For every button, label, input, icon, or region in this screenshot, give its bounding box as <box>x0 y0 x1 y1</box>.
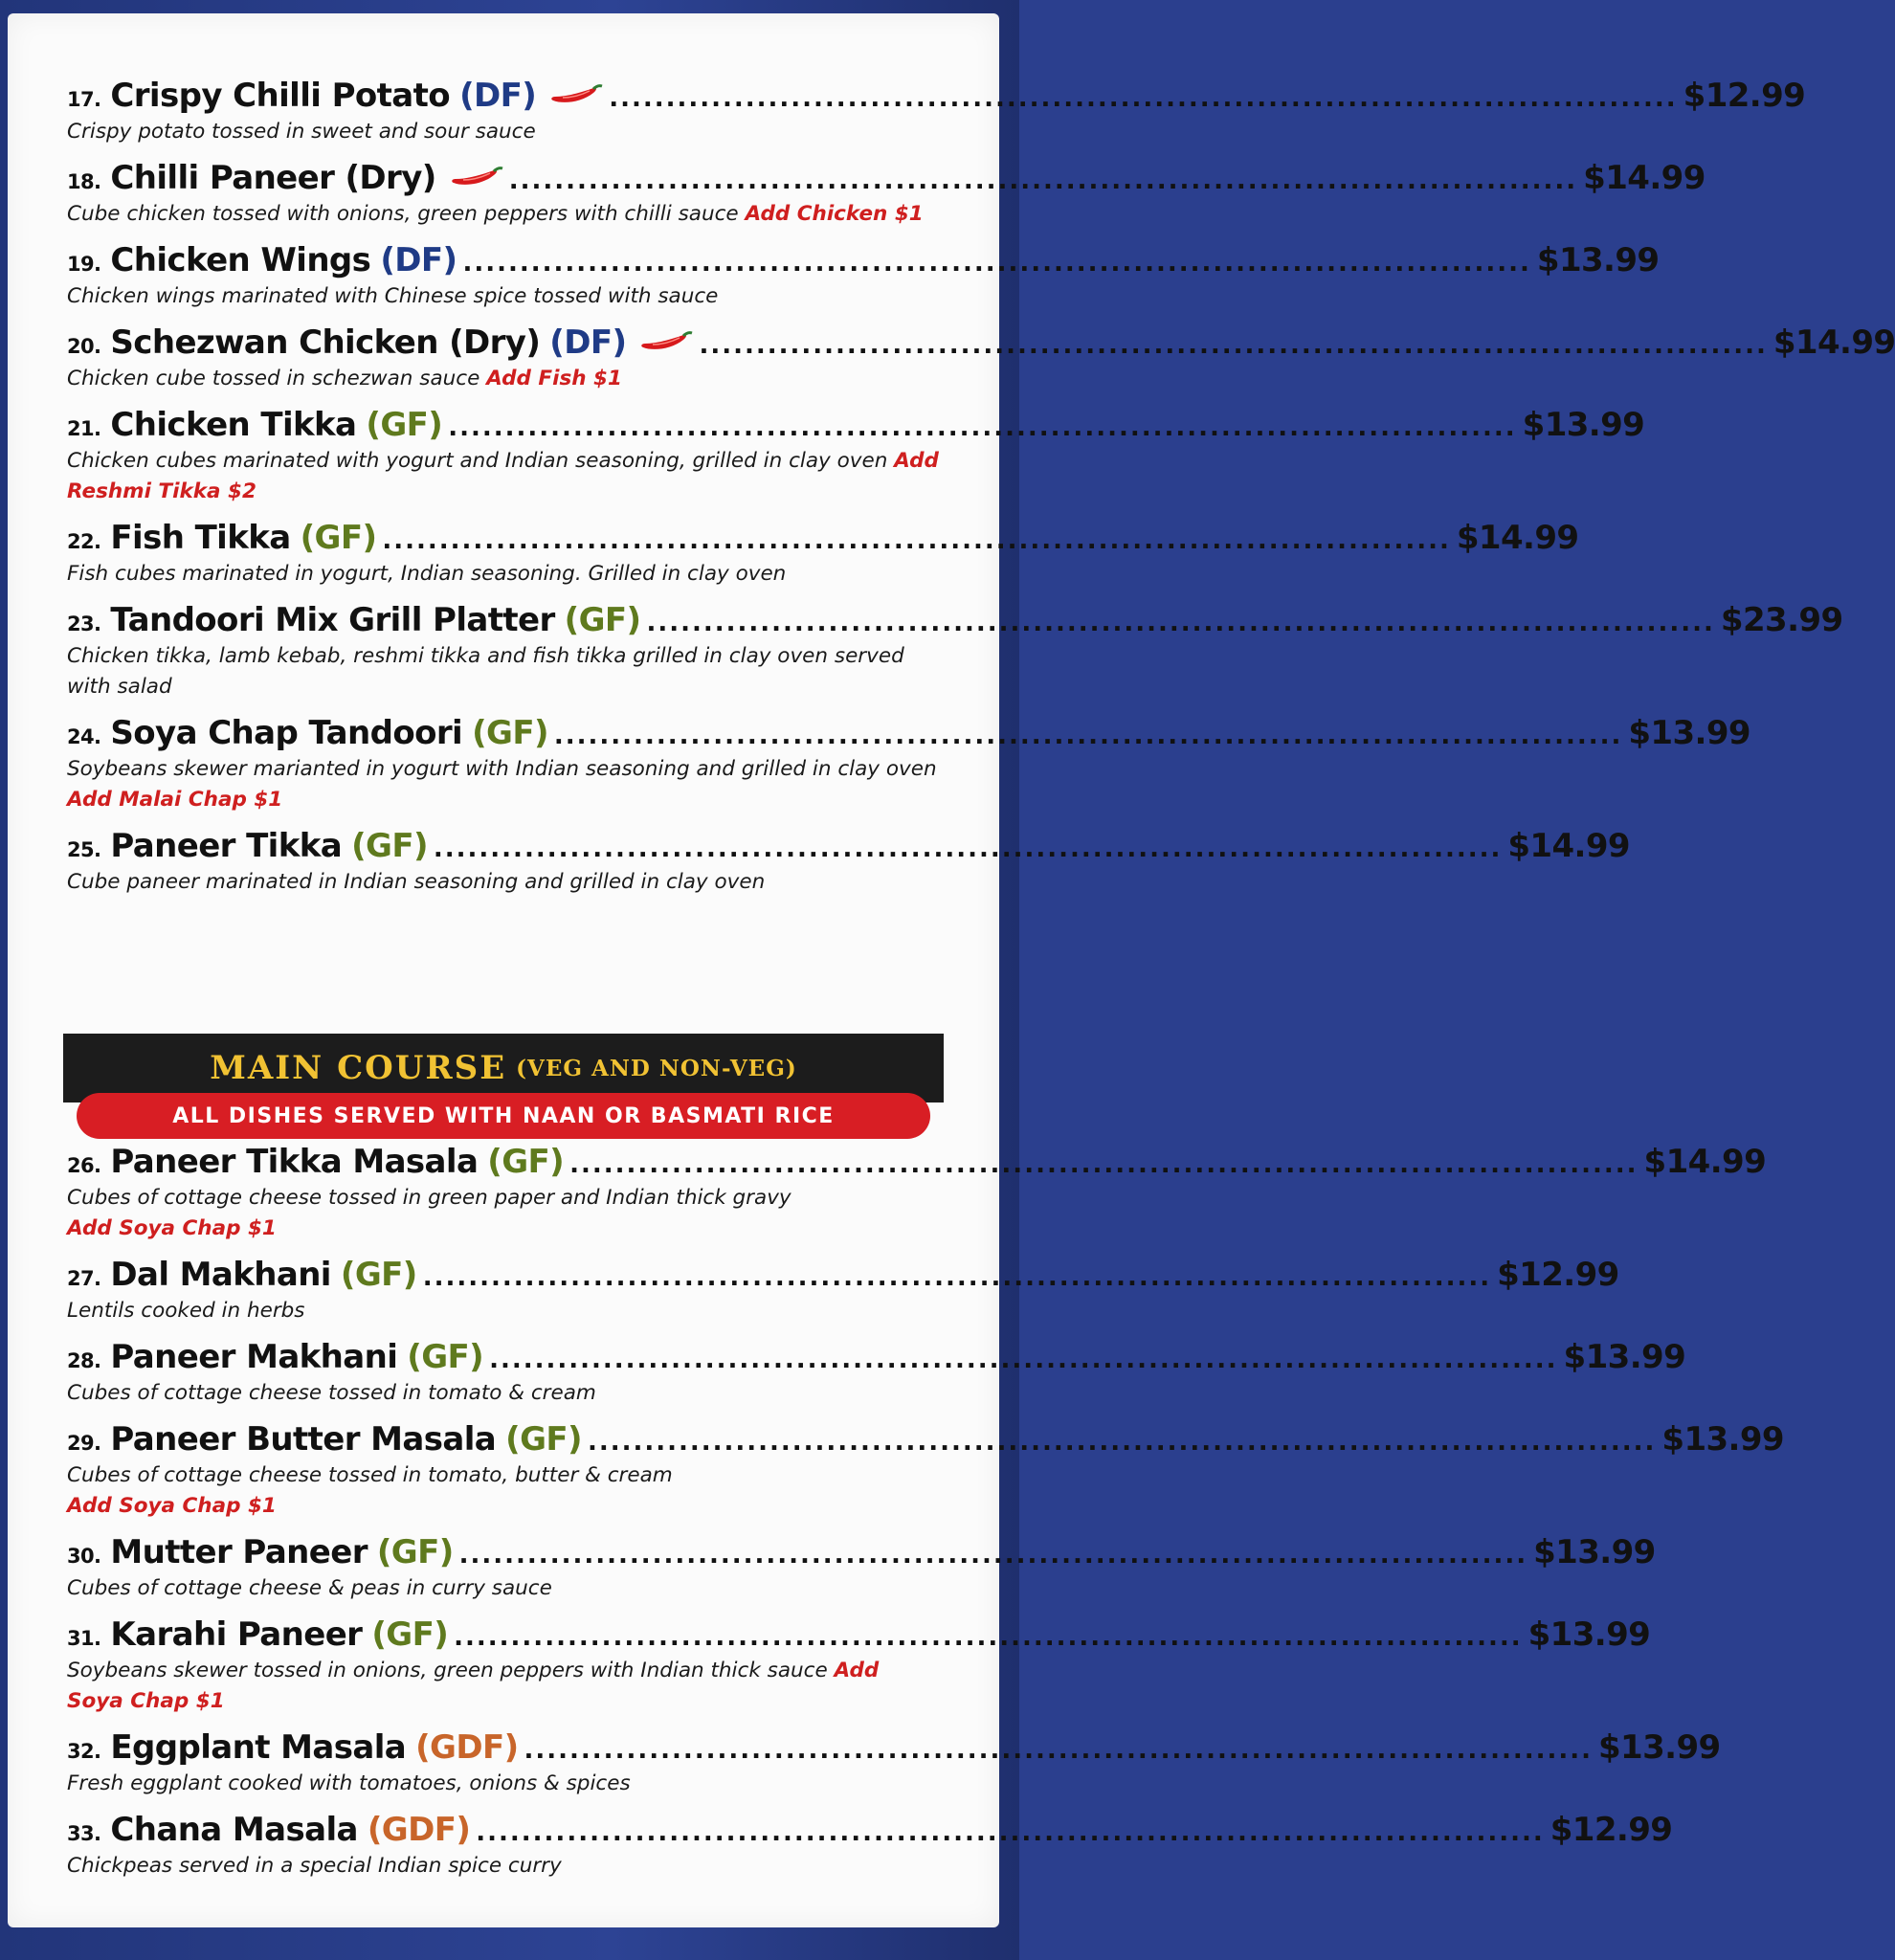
addon-option: Add Soya Chap $1 <box>67 1494 277 1518</box>
diet-tag: (GDF) <box>367 1811 471 1849</box>
menu-item <box>67 714 1750 815</box>
item-number: 33. <box>67 1822 101 1845</box>
menu-item-header <box>67 1533 1656 1571</box>
menu-item-header <box>67 241 1660 279</box>
item-number: 23. <box>67 612 101 635</box>
description-text: Chicken cubes marinated with yogurt and Indian seasoning, grilled in clay oven <box>67 449 888 473</box>
item-description <box>67 117 946 147</box>
item-name: Soya Chap Tandoori <box>110 714 463 752</box>
menu-item <box>67 1615 1651 1717</box>
dot-leader: .............................................................................................. <box>699 331 1768 360</box>
item-name: Mutter Paneer <box>110 1533 368 1571</box>
item-price: $14.99 <box>1772 323 1895 362</box>
menu-item-header <box>67 1811 1673 1849</box>
item-price: $14.99 <box>1507 827 1630 865</box>
item-price: $12.99 <box>1683 77 1806 115</box>
dot-leader: .............................................................................................. <box>462 249 1531 278</box>
menu-item-header <box>67 1615 1651 1654</box>
diet-tag: (GF) <box>564 601 641 639</box>
description-text: Soybeans skewer tossed in onions, green peppers with Indian thick sauce <box>67 1659 828 1682</box>
description-text: Chicken wings marinated with Chinese spice tossed with sauce <box>67 284 719 308</box>
dot-leader: .............................................................................................. <box>553 722 1623 750</box>
description-text: Chicken cube tossed in schezwan sauce <box>67 367 480 390</box>
menu-item <box>67 406 1645 507</box>
menu-item-header <box>67 1420 1784 1459</box>
diet-tag: (GF) <box>407 1338 484 1376</box>
dot-leader: .............................................................................................. <box>609 84 1678 113</box>
dot-leader: .............................................................................................. <box>524 1736 1593 1765</box>
item-number: 30. <box>67 1545 101 1568</box>
item-number: 32. <box>67 1740 101 1763</box>
item-name: Chicken Tikka <box>110 406 357 444</box>
section-title: MAIN COURSE <box>210 1049 507 1087</box>
diet-tag: (GF) <box>376 1533 454 1571</box>
menu-item-header <box>67 714 1750 752</box>
item-name: Paneer Makhani <box>110 1338 398 1376</box>
dot-leader: .............................................................................................. <box>489 1346 1558 1374</box>
addon-option: Add Soya Chap $1 <box>67 1659 880 1713</box>
item-name: Chana Masala <box>110 1811 358 1849</box>
item-number: 27. <box>67 1267 101 1290</box>
menu-item-header <box>67 1143 1767 1181</box>
appetizer-list <box>67 77 1895 909</box>
item-description <box>67 559 946 590</box>
item-description <box>67 1296 932 1326</box>
item-price: $23.99 <box>1720 601 1843 639</box>
menu-item-header <box>67 519 1579 557</box>
item-price: $13.99 <box>1628 714 1750 752</box>
addon-option: Add Malai Chap $1 <box>67 788 283 812</box>
dot-leader: .............................................................................................. <box>382 526 1451 555</box>
description-text: Cubes of cottage cheese tossed in tomato, butter & cream <box>67 1463 673 1487</box>
item-number: 24. <box>67 725 101 748</box>
menu-item-header <box>67 1728 1721 1767</box>
item-price: $13.99 <box>1661 1420 1784 1459</box>
item-number: 19. <box>67 253 101 276</box>
chili-pepper-icon <box>639 330 693 353</box>
description-text: Cube chicken tossed with onions, green peppers with chilli sauce <box>67 202 739 226</box>
menu-item <box>67 241 1660 312</box>
dot-leader: .............................................................................................. <box>454 1623 1523 1652</box>
addon-option: Add Reshmi Tikka $2 <box>67 449 939 503</box>
menu-item <box>67 519 1579 590</box>
item-description <box>67 1573 932 1604</box>
addon-option: Add Soya Chap $1 <box>67 1216 277 1240</box>
item-price: $14.99 <box>1643 1143 1767 1181</box>
item-price: $13.99 <box>1563 1338 1686 1376</box>
diet-tag: (GF) <box>505 1420 582 1459</box>
dot-leader: .............................................................................................. <box>422 1263 1492 1292</box>
item-name: Paneer Tikka Masala <box>110 1143 479 1181</box>
item-description <box>67 446 946 507</box>
item-description <box>67 754 946 815</box>
diet-tag: (GF) <box>340 1256 417 1294</box>
dot-leader: .............................................................................................. <box>646 609 1715 637</box>
item-name: Karahi Paneer <box>110 1615 363 1654</box>
item-number: 21. <box>67 417 101 440</box>
diet-tag: (GF) <box>351 827 428 865</box>
diet-tag: (GF) <box>472 714 548 752</box>
item-name: Dal Makhani <box>110 1256 331 1294</box>
menu-item-header <box>67 1338 1686 1376</box>
item-description <box>67 1851 932 1882</box>
item-price: $12.99 <box>1549 1811 1673 1849</box>
item-name: Tandoori Mix Grill Platter <box>110 601 555 639</box>
menu-item <box>67 1420 1784 1522</box>
diet-tag: (GF) <box>371 1615 449 1654</box>
section-note: ALL DISHES SERVED WITH NAAN OR BASMATI RICE <box>77 1093 930 1139</box>
menu-item <box>67 1256 1619 1326</box>
item-number: 18. <box>67 170 101 193</box>
description-text: Chickpeas served in a special Indian spice curry <box>67 1854 562 1878</box>
menu-item <box>67 1533 1656 1604</box>
item-number: 31. <box>67 1627 101 1650</box>
menu-item <box>67 159 1706 230</box>
item-number: 29. <box>67 1432 101 1455</box>
menu-page <box>8 13 1895 1927</box>
item-name: Paneer Tikka <box>110 827 343 865</box>
dot-leader: .............................................................................................. <box>587 1428 1657 1457</box>
item-number: 17. <box>67 88 101 111</box>
menu-item-header <box>67 827 1630 865</box>
item-name: Fish Tikka <box>110 519 291 557</box>
description-text: Fish cubes marinated in yogurt, Indian seasoning. Grilled in clay oven <box>67 562 787 586</box>
item-price: $13.99 <box>1527 1615 1651 1654</box>
diet-tag: (DF) <box>549 323 627 362</box>
item-description <box>67 1183 932 1244</box>
menu-item-header <box>67 406 1645 444</box>
description-text: Cubes of cottage cheese tossed in green paper and Indian thick gravy <box>67 1186 791 1210</box>
item-number: 28. <box>67 1349 101 1372</box>
menu-item <box>67 1728 1721 1799</box>
item-price: $12.99 <box>1497 1256 1619 1294</box>
chili-pepper-icon <box>549 83 603 106</box>
menu-item-header <box>67 601 1843 639</box>
menu-item-header <box>67 159 1706 197</box>
menu-item <box>67 1143 1767 1244</box>
item-number: 20. <box>67 335 101 358</box>
item-name: Paneer Butter Masala <box>110 1420 497 1459</box>
item-number: 22. <box>67 530 101 553</box>
dot-leader: .............................................................................................. <box>476 1818 1545 1847</box>
item-price: $13.99 <box>1536 241 1660 279</box>
item-number: 26. <box>67 1154 101 1177</box>
menu-item <box>67 601 1843 702</box>
addon-option: Add Fish $1 <box>486 367 622 390</box>
item-price: $13.99 <box>1533 1533 1656 1571</box>
item-number: 25. <box>67 838 101 861</box>
addon-option: Add Chicken $1 <box>745 202 924 226</box>
dot-leader: .............................................................................................. <box>433 835 1503 863</box>
item-description <box>67 1460 932 1522</box>
dot-leader: .............................................................................................. <box>508 167 1578 195</box>
menu-item <box>67 1338 1686 1409</box>
description-text: Crispy potato tossed in sweet and sour sauce <box>67 120 536 144</box>
menu-item <box>67 1811 1673 1882</box>
dot-leader: .............................................................................................. <box>569 1150 1639 1179</box>
description-text: Fresh eggplant cooked with tomatoes, onions & spices <box>67 1771 631 1795</box>
item-price: $14.99 <box>1583 159 1706 197</box>
description-text: Cubes of cottage cheese & peas in curry sauce <box>67 1576 552 1600</box>
description-text: Chicken tikka, lamb kebab, reshmi tikka and fish tikka grilled in clay oven served with salad <box>67 644 904 699</box>
diet-tag: (GF) <box>300 519 377 557</box>
item-name: Chilli Paneer (Dry) <box>110 159 436 197</box>
item-price: $13.99 <box>1522 406 1645 444</box>
dot-leader: .............................................................................................. <box>448 413 1517 442</box>
diet-tag: (GF) <box>487 1143 565 1181</box>
description-text: Cube paneer marinated in Indian seasoning and grilled in clay oven <box>67 870 766 894</box>
diet-tag: (GDF) <box>415 1728 519 1767</box>
description-text: Cubes of cottage cheese tossed in tomato & cream <box>67 1381 596 1405</box>
item-price: $13.99 <box>1597 1728 1721 1767</box>
diet-tag: (DF) <box>380 241 457 279</box>
menu-item-header <box>67 77 1806 115</box>
item-name: Schezwan Chicken (Dry) <box>110 323 541 362</box>
menu-item-header <box>67 323 1895 362</box>
item-description <box>67 199 946 230</box>
item-description <box>67 1769 932 1799</box>
item-name: Eggplant Masala <box>110 1728 407 1767</box>
item-description <box>67 641 946 702</box>
main-course-list <box>67 1143 1784 1893</box>
diet-tag: (GF) <box>366 406 443 444</box>
description-text: Lentils cooked in herbs <box>67 1299 305 1323</box>
item-description <box>67 1656 932 1717</box>
description-text: Soybeans skewer marianted in yogurt with Indian seasoning and grilled in clay oven <box>67 757 937 781</box>
menu-item <box>67 827 1630 898</box>
item-description <box>67 867 946 898</box>
chili-pepper-icon <box>450 166 503 189</box>
section-subtitle: (VEG AND NON-VEG) <box>516 1055 797 1081</box>
menu-item-header <box>67 1256 1619 1294</box>
item-description <box>67 281 946 312</box>
item-name: Chicken Wings <box>110 241 371 279</box>
diet-tag: (DF) <box>459 77 537 115</box>
item-description <box>67 364 946 394</box>
menu-item <box>67 77 1806 147</box>
item-name: Crispy Chilli Potato <box>110 77 451 115</box>
item-description <box>67 1378 932 1409</box>
dot-leader: .............................................................................................. <box>458 1541 1528 1570</box>
menu-item <box>67 323 1895 394</box>
item-price: $14.99 <box>1456 519 1579 557</box>
